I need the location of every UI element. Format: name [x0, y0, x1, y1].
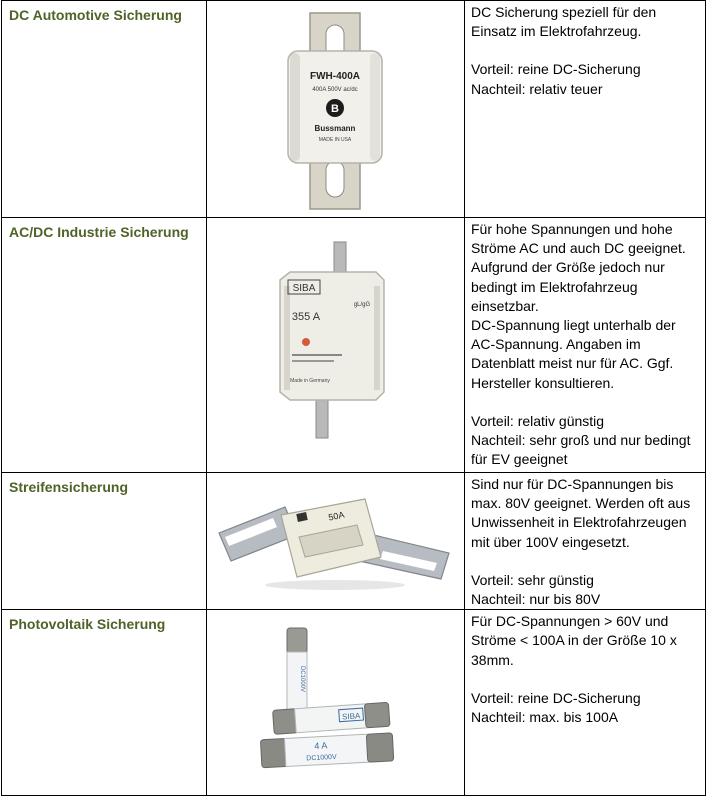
image-cell — [207, 473, 465, 610]
fuse-comparison-table — [1, 0, 706, 796]
pro-text: Vorteil: reine DC-Sicherung — [471, 61, 641, 78]
image-cell — [207, 610, 465, 796]
pro-text: Vorteil: reine DC-Sicherung — [471, 689, 641, 706]
category-title: Photovoltaik Sicherung — [9, 616, 166, 633]
pro-text: Vorteil: relativ günstig — [471, 412, 605, 429]
fuse-upright-label: DC1000V — [299, 666, 305, 693]
fuse-rating-label: 50A — [327, 509, 346, 523]
description-text: Für hohe Spannungen und hohe Ströme AC und auch DC geeignet. Aufgrund der Größe jedoch nur bedingt im Elektrofahrzeug einsetzbar. — [471, 221, 686, 314]
category-cell — [2, 218, 207, 473]
description-cell — [465, 1, 706, 218]
table-row — [2, 1, 706, 218]
fuse-brand-label: SIBA — [292, 283, 316, 294]
industrial-fuse-image — [272, 240, 392, 440]
fuse-model-label: FWH-400A — [309, 71, 361, 82]
table-row — [2, 218, 706, 473]
description-cell — [465, 473, 706, 610]
fuse-voltage-label: DC1000V — [306, 754, 337, 763]
table-row — [2, 473, 706, 610]
strip-fuse-image — [215, 485, 455, 595]
photovoltaic-fuse-image — [255, 626, 405, 786]
description-text: Sind nur für DC-Spannungen bis max. 80V geeignet. Werden oft aus Unwissenheit in Elektrofahrzeugen mit über 100V eingesetzt. — [471, 476, 691, 550]
category-cell — [2, 610, 207, 796]
fuse-origin-label: Made in Germany — [290, 378, 330, 384]
category-title: DC Automotive Sicherung — [9, 7, 182, 23]
pro-text: Vorteil: sehr günstig — [471, 571, 594, 588]
fuse-rating-label: 355 A — [291, 311, 321, 323]
category-title: Streifensicherung — [9, 479, 129, 495]
con-text: Nachteil: relativ teuer — [471, 80, 603, 97]
fuse-brand-label: Bussmann — [314, 124, 356, 133]
image-cell — [207, 218, 465, 473]
description-text: DC Sicherung speziell für den Einsatz im Elektrofahrzeug. — [471, 4, 657, 40]
con-text: Nachteil: nur bis 80V — [471, 591, 601, 608]
description-cell — [465, 610, 706, 796]
fuse-rating-label: 4 A — [314, 740, 328, 752]
category-cell — [2, 1, 207, 218]
image-cell — [207, 1, 465, 218]
category-cell — [2, 473, 207, 610]
svg-text:B: B — [331, 103, 339, 115]
con-text: Nachteil: sehr groß und nur bedingt für EV geeignet — [471, 432, 691, 468]
description-text: Für DC-Spannungen > 60V und Ströme < 100A in der Größe 10 x 38mm. — [471, 613, 677, 668]
description-text: DC-Spannung liegt unterhalb der AC-Spannung. Angaben im Datenblatt meist nur für AC. Ggf. Hersteller konsultieren. — [471, 317, 676, 391]
description-cell — [465, 218, 706, 473]
fuse-origin-label: MADE IN USA — [318, 137, 352, 143]
fuse-brand-label: SIBA — [341, 711, 361, 722]
category-title: AC/DC Industrie Sicherung — [9, 224, 189, 240]
fuse-type-label: gL/gG — [353, 302, 371, 308]
table-row — [2, 610, 706, 796]
fuse-rating-label: 400A 500V ac/dc — [312, 87, 358, 93]
con-text: Nachteil: max. bis 100A — [471, 709, 619, 726]
dc-automotive-fuse-image — [280, 11, 390, 211]
